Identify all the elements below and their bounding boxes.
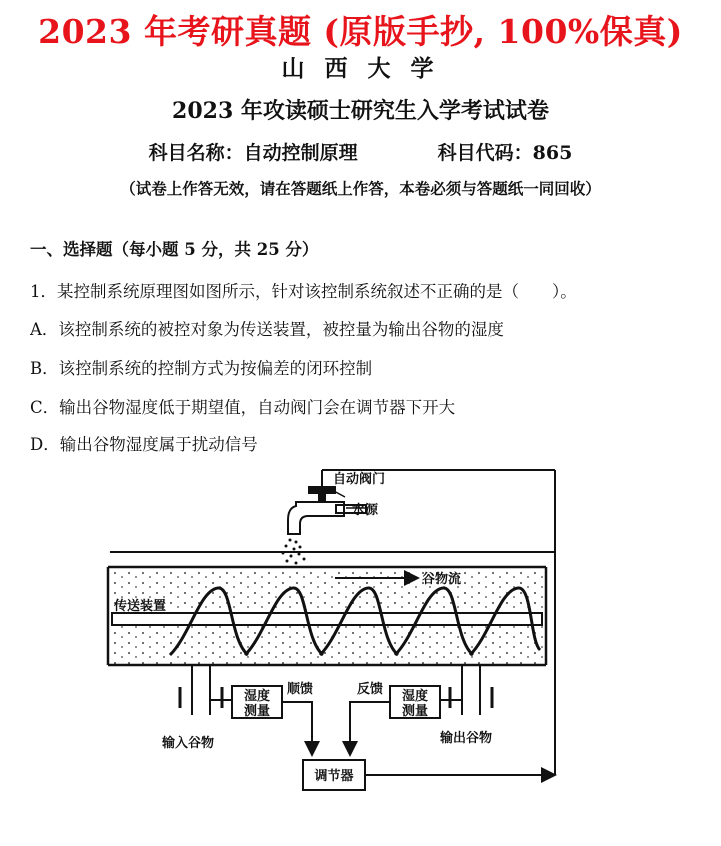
humidity-left-label-2: 测量 — [243, 704, 271, 719]
section-title: 一、选择题（每小题 5 分，共 25 分） — [30, 240, 319, 259]
feedback-label: 反馈 — [357, 682, 384, 697]
control-system-diagram — [0, 450, 721, 846]
input-pipe — [180, 665, 222, 715]
university-name: 山 西 大 学 — [281, 55, 440, 82]
grain-flow-label: 谷物流 — [422, 572, 462, 587]
question-stem: 1．某控制系统原理图如图所示，针对该控制系统叙述不正确的是（ ）。 — [30, 282, 577, 301]
output-pipe — [450, 665, 492, 715]
humidity-right-label-2: 测量 — [401, 704, 429, 719]
conveyor-label: 传送装置 — [114, 599, 167, 614]
subject-name: 科目名称：自动控制原理 — [148, 142, 358, 164]
subject-code: 科目代码：865 — [437, 142, 573, 164]
humidity-right-label-1: 湿度 — [401, 689, 429, 704]
feedforward-label: 顺馈 — [287, 682, 314, 697]
exam-note: （试卷上作答无效，请在答题纸上作答，本卷必须与答题纸一同回收） — [120, 179, 601, 198]
subject-line — [0, 138, 721, 165]
feedback-line — [350, 702, 390, 755]
option-c: C．输出谷物湿度低于期望值，自动阀门会在调节器下开大 — [30, 398, 456, 417]
water-label: 水源 — [352, 503, 379, 518]
input-grain-label: 输入谷物 — [162, 736, 215, 751]
valve-label: 自动阀门 — [333, 472, 386, 487]
conveyor-icon — [108, 552, 555, 665]
option-d: D．输出谷物湿度属于扰动信号 — [30, 435, 258, 454]
humidity-left-label-1: 湿度 — [243, 689, 271, 704]
exam-title: 2023 年攻读硕士研究生入学考试试卷 — [172, 98, 549, 124]
promo-banner: 2023 年考研真题 (原版手抄, 100%保真) — [38, 12, 683, 51]
feedforward-line — [282, 702, 312, 755]
controller-label: 调节器 — [314, 769, 354, 784]
output-grain-label: 输出谷物 — [440, 731, 493, 746]
option-b: B．该控制系统的控制方式为按偏差的闭环控制 — [30, 359, 373, 378]
option-a: A．该控制系统的被控对象为传送装置，被控量为输出谷物的湿度 — [30, 320, 504, 339]
